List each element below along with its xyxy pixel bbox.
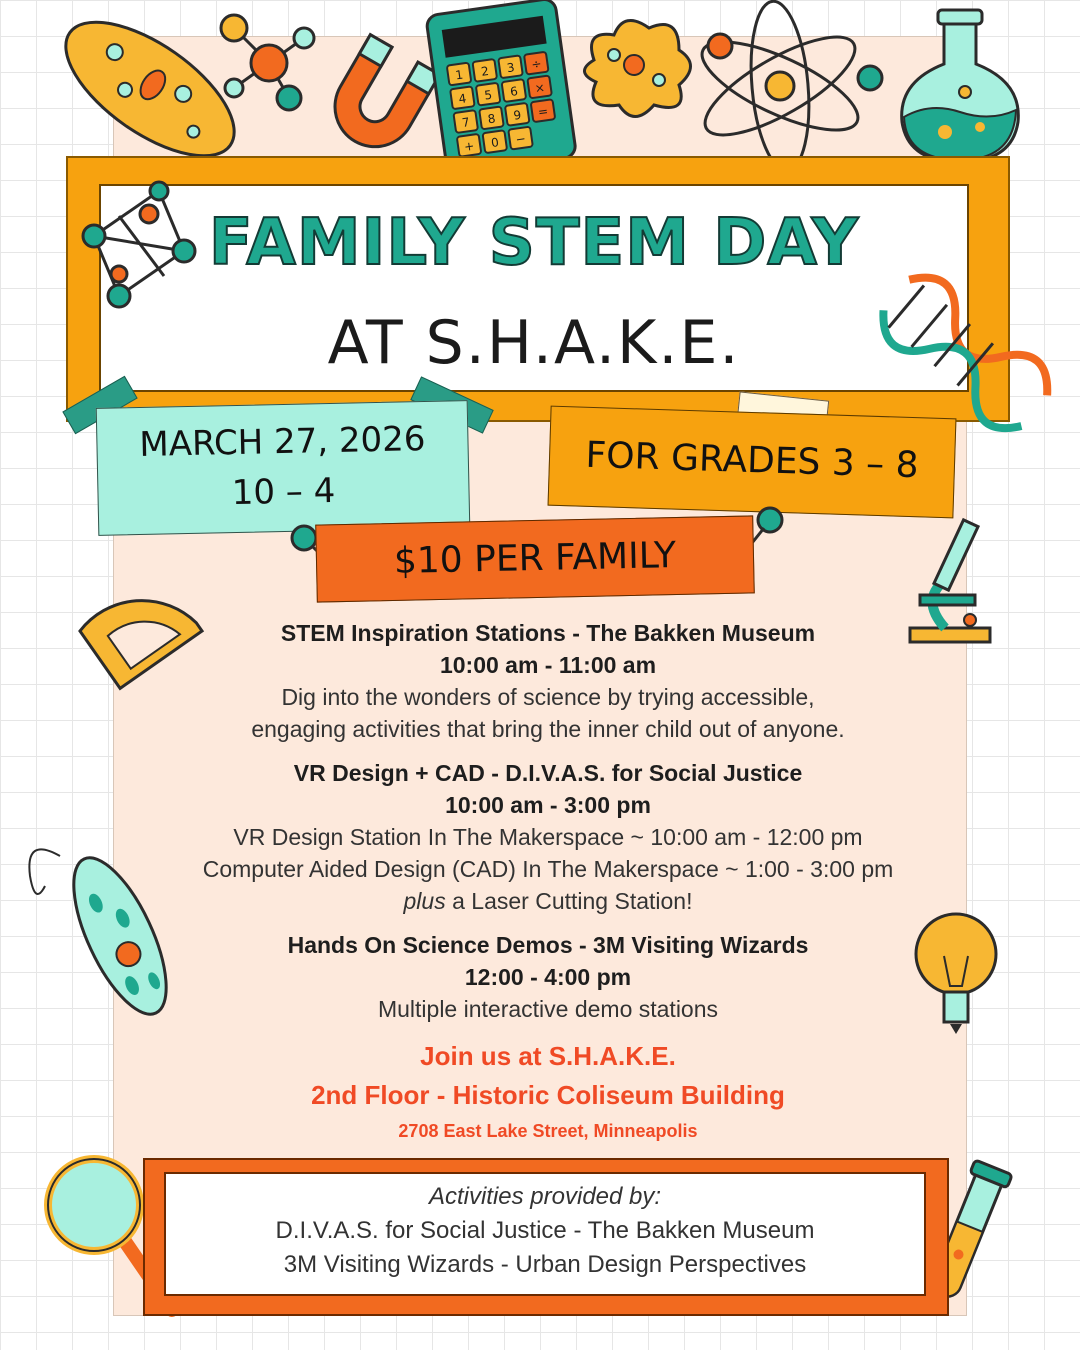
calculator-key-label: 6: [509, 84, 519, 99]
emphasis-text: plus: [403, 888, 446, 914]
session-time: 10:00 am - 11:00 am: [439, 652, 657, 678]
session-time: 10:00 am - 3:00 pm: [445, 792, 651, 818]
providers-line: 3M Visiting Wizards - Urban Design Perspectives: [283, 1251, 807, 1278]
session-stem-inspiration: [140, 617, 956, 745]
location-floor: 2nd Floor - Historic Coliseum Building: [311, 1080, 785, 1110]
calculator-key-label: 8: [486, 111, 497, 127]
event-hours: 10 – 4: [231, 470, 336, 514]
calculator-key-label: 3: [505, 60, 516, 76]
cube-structure-icon: [64, 176, 204, 316]
session-description-rest: a Laser Cutting Station!: [445, 888, 693, 914]
calculator-key-label: 1: [454, 67, 464, 83]
calculator-key-label: 4: [457, 91, 468, 107]
calculator-key-label: 7: [461, 115, 471, 130]
session-description: [140, 885, 956, 917]
session-description: VR Design Station In The Makerspace ~ 10:00 am - 12:00 pm: [233, 824, 863, 850]
session-title: STEM Inspiration Stations - The Bakken Museum: [280, 620, 816, 646]
session-title: VR Design + CAD - D.I.V.A.S. for Social Justice: [293, 760, 803, 786]
calculator-key-label: +: [463, 138, 476, 154]
calculator-icon: [428, 0, 578, 170]
session-time: 12:00 - 4:00 pm: [464, 964, 632, 990]
schedule: [140, 617, 956, 1147]
session-description: Dig into the wonders of science by trying accessible,: [281, 684, 815, 710]
page-subtitle: AT S.H.A.K.E.: [327, 308, 741, 378]
calculator-key-label: =: [537, 104, 550, 120]
magnet-icon: [320, 38, 440, 158]
session-science-demos: [140, 929, 956, 1025]
location-heading: Join us at S.H.A.K.E.: [420, 1041, 676, 1071]
providers-line: D.I.V.A.S. for Social Justice - The Bakken Museum: [275, 1217, 815, 1244]
calculator-key-label: ÷: [530, 56, 543, 72]
page-title: FAMILY STEM DAY: [208, 206, 860, 280]
calculator-key-label: ×: [533, 80, 546, 96]
atom-icon: [690, 6, 870, 166]
session-description: Multiple interactive demo stations: [377, 996, 719, 1022]
date-tag: [96, 400, 471, 536]
calculator-key-label: 0: [490, 135, 500, 151]
session-vr-cad: [140, 757, 956, 917]
flask-icon: [890, 2, 1030, 172]
amoeba-icon: [574, 10, 704, 130]
providers-box: [164, 1172, 926, 1296]
session-description: Computer Aided Design (CAD) In The Makerspace ~ 1:00 - 3:00 pm: [202, 856, 894, 882]
calculator-key-label: −: [514, 131, 527, 147]
event-date: MARCH 27, 2026: [139, 419, 426, 465]
dna-icon: [870, 260, 1030, 420]
session-description: engaging activities that bring the inner child out of anyone.: [251, 716, 845, 742]
calculator-key-label: 5: [483, 87, 494, 103]
calculator-key-label: 2: [480, 63, 490, 79]
session-title: Hands On Science Demos - 3M Visiting Wizards: [287, 932, 809, 958]
grades-tag: FOR GRADES 3 – 8: [548, 406, 957, 519]
location-address: 2708 East Lake Street, Minneapolis: [398, 1121, 698, 1141]
providers-heading: Activities provided by:: [428, 1183, 662, 1210]
price-tag: $10 PER FAMILY: [315, 515, 755, 602]
calculator-key-label: 9: [512, 107, 523, 123]
molecule-icon: [214, 8, 334, 118]
